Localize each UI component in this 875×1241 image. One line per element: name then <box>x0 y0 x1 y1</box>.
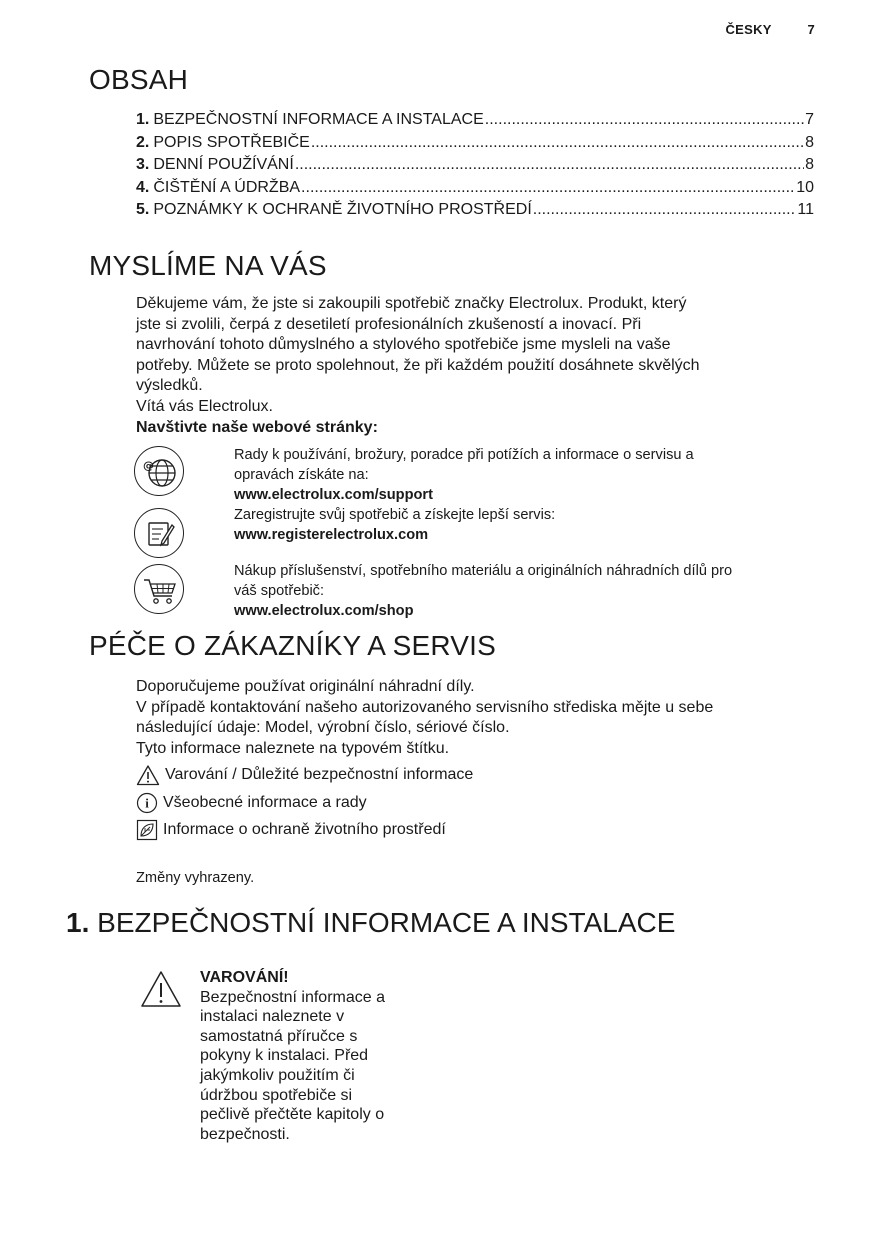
thinking-paragraph: Děkujeme vám, že jste si zakoupili spotřebič značky Electrolux. Produkt, který jste si zvolili, čerpá z desetiletí profesionálních zkušeností a inovací. Při navrhování tohoto důmyslného a stylového spotřebiče jsme mysleli na vaše potřeby. Můžete se proto spolehnout, že při každém použití dosáhnete skvělých výsledků. Vítá vás Electrolux. Navštivte naše webové stránky: <box>136 294 826 438</box>
leaf-icon <box>136 819 158 841</box>
section-1-title <box>66 907 675 939</box>
care-paragraph: Doporučujeme používat originální náhradní díly. V případě kontaktování našeho autorizovaného servisního střediska mějte u sebe následující údaje: Model, výrobní číslo, sériové číslo. Tyto informace naleznete na typovém štítku. <box>136 678 714 757</box>
page-header <box>725 22 815 37</box>
globe-at-icon <box>134 446 184 496</box>
toc-item[interactable]: 5. POZNÁMKY K OCHRANĚ ŽIVOTNÍHO PROSTŘEDÍ ..... 11 <box>136 201 814 224</box>
toc-item[interactable]: 3. DENNÍ POUŽÍVÁNÍ ..... 8 <box>136 156 814 179</box>
info-circle-icon <box>136 792 158 814</box>
svg-text:i: i <box>145 795 149 811</box>
toc-item-label: ČIŠTĚNÍ A ÚDRŽBA <box>153 178 301 196</box>
support-url-link[interactable]: www.electrolux.com/support <box>234 487 433 503</box>
toc-item-label: POPIS SPOTŘEBIČE <box>153 133 310 151</box>
visit-label: Navštivte naše webové stránky: <box>136 418 378 436</box>
warning-triangle-icon <box>136 764 160 786</box>
toc-item[interactable]: 1. BEZPEČNOSTNÍ INFORMACE A INSTALACE ..... 7 <box>136 111 814 134</box>
warning-triangle-icon <box>140 970 182 1008</box>
warning-title: VAROVÁNÍ! <box>200 969 289 986</box>
legend-environment: Informace o ochraně životního prostředí <box>136 818 446 842</box>
toc-item[interactable]: 4. ČIŠTĚNÍ A ÚDRŽBA ..... 10 <box>136 179 814 202</box>
warning-box: VAROVÁNÍ! Bezpečnostní informace a instalaci naleznete v samostatná příručce s pokyny k instalaci. Před jakýmkoliv použitím či údržbou spotřebiče si pečlivě přečtěte kapitoly o bezpečnosti. <box>200 968 415 1144</box>
page-number: 7 <box>807 22 815 37</box>
svg-text:@: @ <box>143 459 154 472</box>
toc-item-label: BEZPEČNOSTNÍ INFORMACE A INSTALACE <box>153 111 484 128</box>
toc-item-page: 8 <box>805 156 814 173</box>
toc-item-label: POZNÁMKY K OCHRANĚ ŽIVOTNÍHO PROSTŘEDÍ <box>153 201 532 218</box>
section-number: 1. <box>66 907 90 938</box>
toc-item-label: DENNÍ POUŽÍVÁNÍ <box>153 156 294 173</box>
section-title-text: BEZPEČNOSTNÍ INFORMACE A INSTALACE <box>97 907 676 938</box>
toc-item-page: 7 <box>805 111 814 128</box>
care-title: PÉČE O ZÁKAZNÍKY A SERVIS <box>89 630 497 661</box>
thinking-title: MYSLÍME NA VÁS <box>89 250 327 281</box>
legend-warning: Varování / Důležité bezpečnostní informace <box>136 763 473 787</box>
toc-item[interactable]: 2. POPIS SPOTŘEBIČE ..... 8 <box>136 134 814 157</box>
toc-item-page: 11 <box>797 201 814 218</box>
language-label: ČESKY <box>725 22 772 37</box>
contents-title: OBSAH <box>89 64 189 95</box>
register-url-link[interactable]: www.registerelectrolux.com <box>234 527 429 543</box>
toc-item-page: 10 <box>796 178 814 196</box>
table-of-contents <box>136 111 814 224</box>
legend-info: i Všeobecné informace a rady <box>136 791 367 815</box>
registration-form-icon <box>134 508 184 558</box>
shopping-cart-icon <box>134 564 184 614</box>
toc-item-page: 8 <box>805 133 814 151</box>
shop-url-link[interactable]: www.electrolux.com/shop <box>234 603 414 619</box>
changes-reserved-note: Změny vyhrazeny. <box>136 870 255 886</box>
